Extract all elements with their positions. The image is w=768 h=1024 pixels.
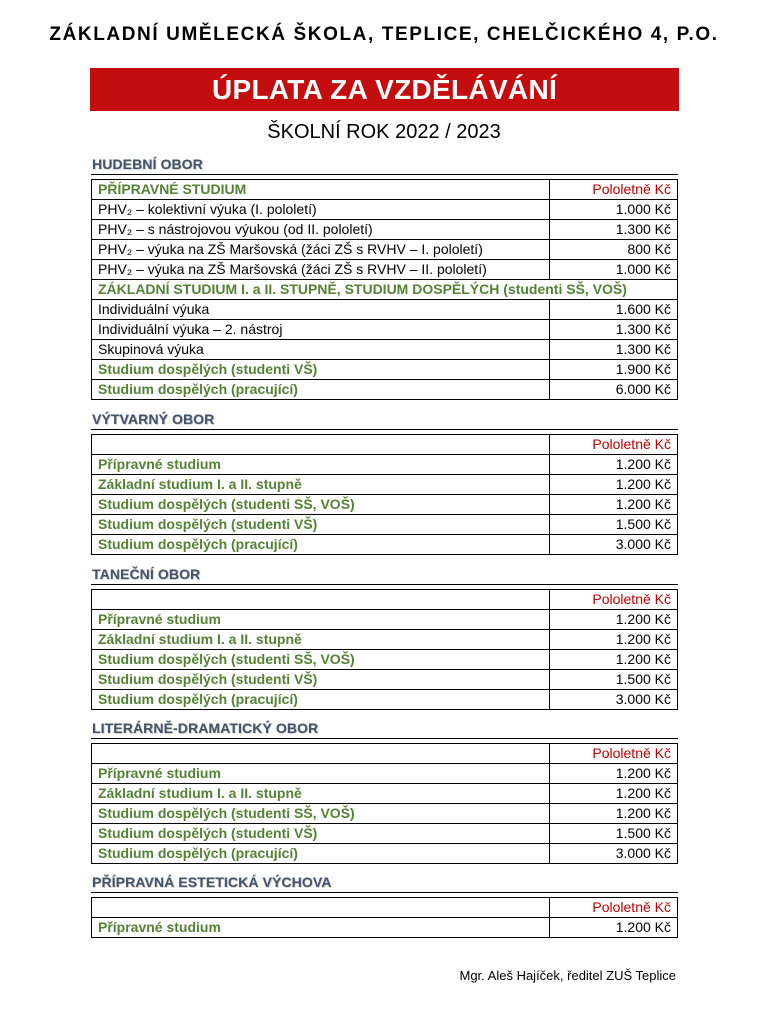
row-price: 1.500 Kč	[550, 670, 678, 690]
row-label: Studium dospělých (studenti VŠ)	[92, 670, 550, 690]
page-title: ÚPLATA ZA VZDĚLÁVÁNÍ	[211, 73, 558, 105]
header-price-label: Pololetně Kč	[550, 590, 678, 610]
subheading-label: ZÁKLADNÍ STUDIUM I. a II. STUPNĚ, STUDIUM DOSPĚLÝCH (studenti SŠ, VOŠ)	[92, 280, 678, 300]
row-price: 1.000 Kč	[550, 260, 678, 280]
table-row	[92, 495, 678, 515]
row-label: Základní studium I. a II. stupně	[92, 475, 550, 495]
row-label: Studium dospělých (studenti VŠ)	[92, 824, 550, 844]
header-label	[92, 435, 550, 455]
table-row	[92, 804, 678, 824]
table-row	[92, 200, 678, 220]
row-price: 1.300 Kč	[550, 340, 678, 360]
row-label: PHV₂ – výuka na ZŠ Maršovská (žáci ZŠ s RVHV – I. pololetí)	[92, 240, 550, 260]
row-price: 1.200 Kč	[550, 764, 678, 784]
row-price: 1.200 Kč	[550, 784, 678, 804]
section-title: TANEČNÍ OBOR	[91, 565, 678, 585]
table-row	[92, 630, 678, 650]
table-row	[92, 844, 678, 864]
table-header-row	[92, 435, 678, 455]
row-label: Studium dospělých (studenti SŠ, VOŠ)	[92, 804, 550, 824]
row-price: 1.600 Kč	[550, 300, 678, 320]
section-title: LITERÁRNĚ-DRAMATICKÝ OBOR	[91, 719, 678, 739]
row-price: 800 Kč	[550, 240, 678, 260]
row-label: Skupinová výuka	[92, 340, 550, 360]
row-label: Studium dospělých (pracující)	[92, 535, 550, 555]
price-table	[91, 434, 678, 555]
table-row	[92, 340, 678, 360]
price-table	[91, 179, 678, 400]
row-price: 1.200 Kč	[550, 650, 678, 670]
row-label: PHV₂ – s nástrojovou výukou (od II. pololetí)	[92, 220, 550, 240]
row-price: 1.200 Kč	[550, 630, 678, 650]
row-label: Studium dospělých (studenti VŠ)	[92, 515, 550, 535]
row-price: 1.000 Kč	[550, 200, 678, 220]
school-name: ZÁKLADNÍ UMĚLECKÁ ŠKOLA, TEPLICE, CHELČICKÉHO 4, P.O.	[49, 24, 719, 45]
price-table	[91, 589, 678, 710]
header-label: PŘÍPRAVNÉ STUDIUM	[92, 180, 550, 200]
table-subheading-row	[92, 280, 678, 300]
table-row	[92, 690, 678, 710]
row-price: 1.200 Kč	[550, 804, 678, 824]
row-price: 1.500 Kč	[550, 824, 678, 844]
row-label: Základní studium I. a II. stupně	[92, 630, 550, 650]
table-row	[92, 475, 678, 495]
section-pripravna-esteticka-vychova	[91, 873, 678, 938]
row-label: Individuální výuka	[92, 300, 550, 320]
school-year: ŠKOLNÍ ROK 2022 / 2023	[267, 121, 501, 143]
row-price: 1.200 Kč	[550, 495, 678, 515]
header-price-label: Pololetně Kč	[550, 435, 678, 455]
header-price-label: Pololetně Kč	[550, 180, 678, 200]
row-label: Studium dospělých (studenti SŠ, VOŠ)	[92, 495, 550, 515]
section-tanecni-obor	[91, 565, 678, 710]
row-label: Studium dospělých (pracující)	[92, 844, 550, 864]
table-header-row	[92, 744, 678, 764]
row-label: Přípravné studium	[92, 610, 550, 630]
table-row	[92, 784, 678, 804]
section-literarne-dramaticky-obor	[91, 719, 678, 864]
row-price: 6.000 Kč	[550, 380, 678, 400]
table-row	[92, 670, 678, 690]
row-price: 1.300 Kč	[550, 220, 678, 240]
table-row	[92, 380, 678, 400]
row-label: PHV₂ – kolektivní výuka (I. pololetí)	[92, 200, 550, 220]
table-row	[92, 300, 678, 320]
table-row	[92, 220, 678, 240]
row-label: Studium dospělých (pracující)	[92, 380, 550, 400]
table-row	[92, 320, 678, 340]
header-label	[92, 590, 550, 610]
table-row	[92, 650, 678, 670]
row-label: Přípravné studium	[92, 455, 550, 475]
row-price: 3.000 Kč	[550, 535, 678, 555]
price-table	[91, 743, 678, 864]
header-label	[92, 898, 550, 918]
table-row	[92, 455, 678, 475]
table-row	[92, 535, 678, 555]
header-label	[92, 744, 550, 764]
table-row	[92, 824, 678, 844]
signature: Mgr. Aleš Hajíček, ředitel ZUŠ Teplice	[459, 968, 676, 983]
row-label: Studium dospělých (studenti SŠ, VOŠ)	[92, 650, 550, 670]
table-row	[92, 240, 678, 260]
table-row	[92, 515, 678, 535]
row-price: 1.200 Kč	[550, 455, 678, 475]
row-price: 1.900 Kč	[550, 360, 678, 380]
row-price: 1.200 Kč	[550, 918, 678, 938]
row-label: Přípravné studium	[92, 918, 550, 938]
row-label: PHV₂ – výuka na ZŠ Maršovská (žáci ZŠ s RVHV – II. pololetí)	[92, 260, 550, 280]
section-title: HUDEBNÍ OBOR	[91, 155, 678, 175]
table-row	[92, 260, 678, 280]
row-label: Základní studium I. a II. stupně	[92, 784, 550, 804]
table-row	[92, 764, 678, 784]
page-title-banner	[90, 68, 679, 111]
table-header-row	[92, 180, 678, 200]
section-title: VÝTVARNÝ OBOR	[91, 410, 678, 430]
price-table	[91, 897, 678, 938]
row-label: Přípravné studium	[92, 764, 550, 784]
row-label: Studium dospělých (pracující)	[92, 690, 550, 710]
table-header-row	[92, 898, 678, 918]
table-row	[92, 610, 678, 630]
table-row	[92, 918, 678, 938]
row-label: Individuální výuka – 2. nástroj	[92, 320, 550, 340]
row-price: 3.000 Kč	[550, 844, 678, 864]
header-price-label: Pololetně Kč	[550, 744, 678, 764]
row-price: 1.500 Kč	[550, 515, 678, 535]
section-hudebni-obor	[91, 155, 678, 400]
section-title: PŘÍPRAVNÁ ESTETICKÁ VÝCHOVA	[91, 873, 678, 893]
row-price: 3.000 Kč	[550, 690, 678, 710]
section-vytvarny-obor	[91, 410, 678, 555]
header-price-label: Pololetně Kč	[550, 898, 678, 918]
table-row	[92, 360, 678, 380]
table-header-row	[92, 590, 678, 610]
row-price: 1.300 Kč	[550, 320, 678, 340]
row-price: 1.200 Kč	[550, 475, 678, 495]
row-price: 1.200 Kč	[550, 610, 678, 630]
row-label: Studium dospělých (studenti VŠ)	[92, 360, 550, 380]
